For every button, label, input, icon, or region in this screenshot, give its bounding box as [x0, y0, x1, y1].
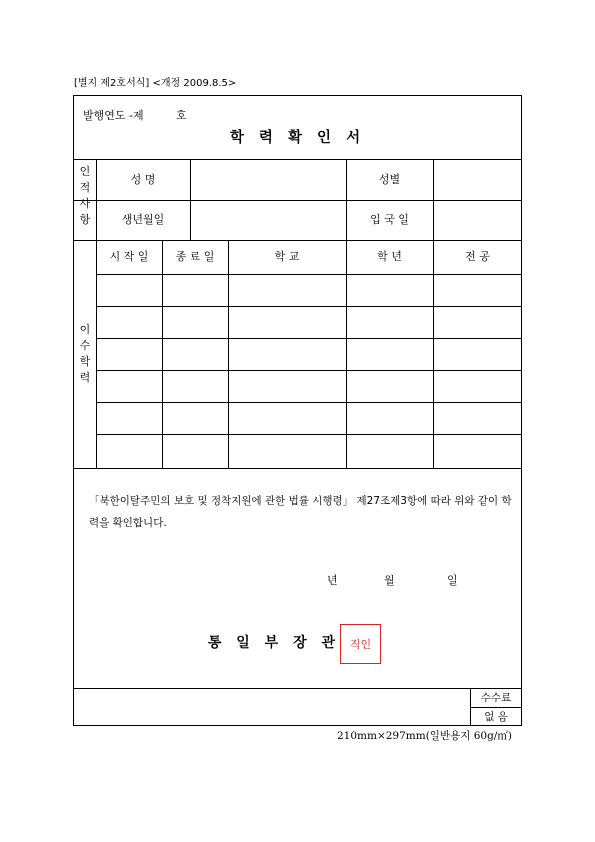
document-title: 학 력 확 인 서	[229, 129, 366, 146]
vline-personal-1	[190, 159, 191, 240]
divider-edu-row-5	[96, 434, 522, 435]
fee-value: 없 음	[484, 711, 508, 723]
divider-title	[73, 159, 522, 160]
fee-label: 수수료	[480, 692, 512, 704]
divider-edu-row-2	[96, 338, 522, 339]
divider-edu-row-4	[96, 402, 522, 403]
birth-date-label: 생년월일	[121, 213, 165, 226]
entry-date-label: 입 국 일	[370, 213, 409, 226]
col-school: 학 교	[274, 250, 300, 263]
issue-no-suffix: 호	[176, 109, 187, 122]
date-month: 월	[384, 574, 395, 587]
issuer-name: 통 일 부 장 관	[207, 635, 340, 651]
paper-spec: 210mm×297mm(일반용지 60g/㎡)	[337, 730, 512, 742]
col-start-date: 시 작 일	[109, 250, 149, 263]
col-major: 전 공	[465, 250, 490, 263]
col-end-date: 종 료 일	[175, 250, 215, 263]
confirmation-statement: 「북한이탈주민의 보호 및 정착지원에 관한 법률 시행령」 제27조제3항에 따라 위와 같이 학력을 확인합니다.	[89, 495, 512, 529]
divider-edu-row-1	[96, 306, 522, 307]
vline-edu-2	[228, 240, 229, 468]
vline-personal-3	[433, 159, 434, 240]
form-header-note: [별지 제2호서식] <개정 2009.8.5>	[74, 78, 237, 89]
divider-edu-header	[96, 274, 522, 275]
official-seal-stamp	[340, 624, 381, 664]
vline-section	[96, 159, 97, 468]
divider-fee	[470, 707, 522, 708]
col-grade: 학 년	[377, 250, 402, 263]
vline-edu-4	[433, 240, 434, 468]
form-frame	[73, 95, 522, 726]
divider-edu-row-3	[96, 370, 522, 371]
seal-text: 직인	[349, 638, 372, 651]
personal-section-label: 인적사항	[79, 165, 91, 226]
vline-edu-3	[346, 240, 347, 468]
education-section-label: 이수학력	[79, 323, 91, 384]
gender-label: 성별	[378, 173, 401, 186]
vline-edu-1	[162, 240, 163, 468]
divider-personal-2	[73, 240, 522, 241]
divider-personal-1	[73, 200, 522, 201]
date-year: 년	[327, 574, 338, 587]
name-label: 성 명	[130, 173, 156, 186]
issue-year-label: 발행연도 -제	[83, 109, 144, 122]
vline-personal-2	[346, 159, 347, 240]
date-day: 일	[447, 574, 458, 587]
divider-edu-end	[73, 468, 522, 469]
divider-statement-end	[73, 688, 522, 689]
